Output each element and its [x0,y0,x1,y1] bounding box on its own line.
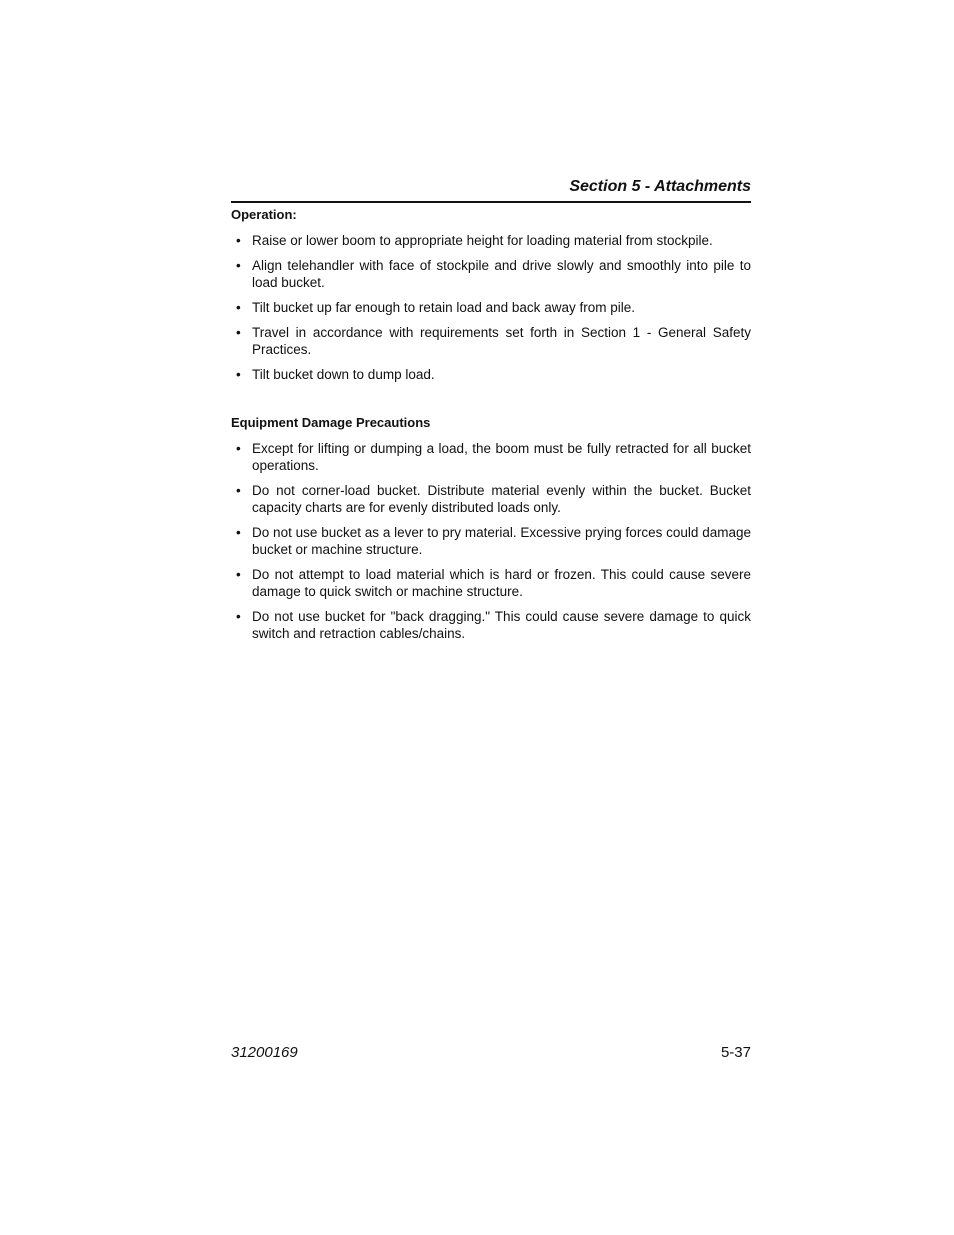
bullet-icon: • [236,325,241,340]
precaution-item [231,608,751,642]
bullet-icon: • [236,483,241,498]
operation-item [231,299,751,316]
page-content [231,206,751,650]
precaution-item [231,524,751,558]
bullet-icon: • [236,567,241,582]
precaution-item [231,482,751,516]
bullet-icon: • [236,441,241,456]
manual-page [231,0,751,1235]
operation-list [231,232,751,383]
section-header [231,176,751,203]
precaution-item [231,566,751,600]
operation-item-text: Raise or lower boom to appropriate height for loading material from stockpile. [252,233,713,248]
operation-item-text: Align telehandler with face of stockpile and drive slowly and smoothly into pile to load bucket. [252,258,751,290]
operation-item-text: Tilt bucket up far enough to retain load and back away from pile. [252,300,635,315]
precaution-item-text: Do not attempt to load material which is hard or frozen. This could cause severe damage to quick switch or machine structure. [252,567,751,599]
precaution-item-text: Do not use bucket as a lever to pry material. Excessive prying forces could damage bucket or machine structure. [252,525,751,557]
operation-group [231,206,751,383]
precaution-item [231,440,751,474]
operation-item [231,324,751,358]
operation-heading: Operation: [231,207,297,222]
precaution-item-text: Do not use bucket for "back dragging." This could cause severe damage to quick switch and retraction cables/chains. [252,609,751,641]
document-number: 31200169 [231,1044,298,1061]
page-number: 5-37 [720,1044,751,1061]
operation-item [231,257,751,291]
bullet-icon: • [236,300,241,315]
bullet-icon: • [236,525,241,540]
bullet-icon: • [236,367,241,382]
operation-item [231,232,751,249]
section-title: Section 5 - Attachments [569,178,751,195]
operation-item-text: Travel in accordance with requirements set forth in Section 1 - General Safety Practices. [252,325,751,357]
bullet-icon: • [236,233,241,248]
damage-precautions-heading: Equipment Damage Precautions [231,415,431,430]
precaution-item-text: Do not corner-load bucket. Distribute material evenly within the bucket. Bucket capacity charts are for evenly distributed loads only. [252,483,751,515]
operation-item [231,366,751,383]
damage-precautions-list [231,440,751,642]
operation-item-text: Tilt bucket down to dump load. [252,367,435,382]
damage-precautions-group [231,414,751,642]
page-footer [231,1044,751,1064]
bullet-icon: • [236,258,241,273]
precaution-item-text: Except for lifting or dumping a load, the boom must be fully retracted for all bucket operations. [252,441,751,473]
bullet-icon: • [236,609,241,624]
